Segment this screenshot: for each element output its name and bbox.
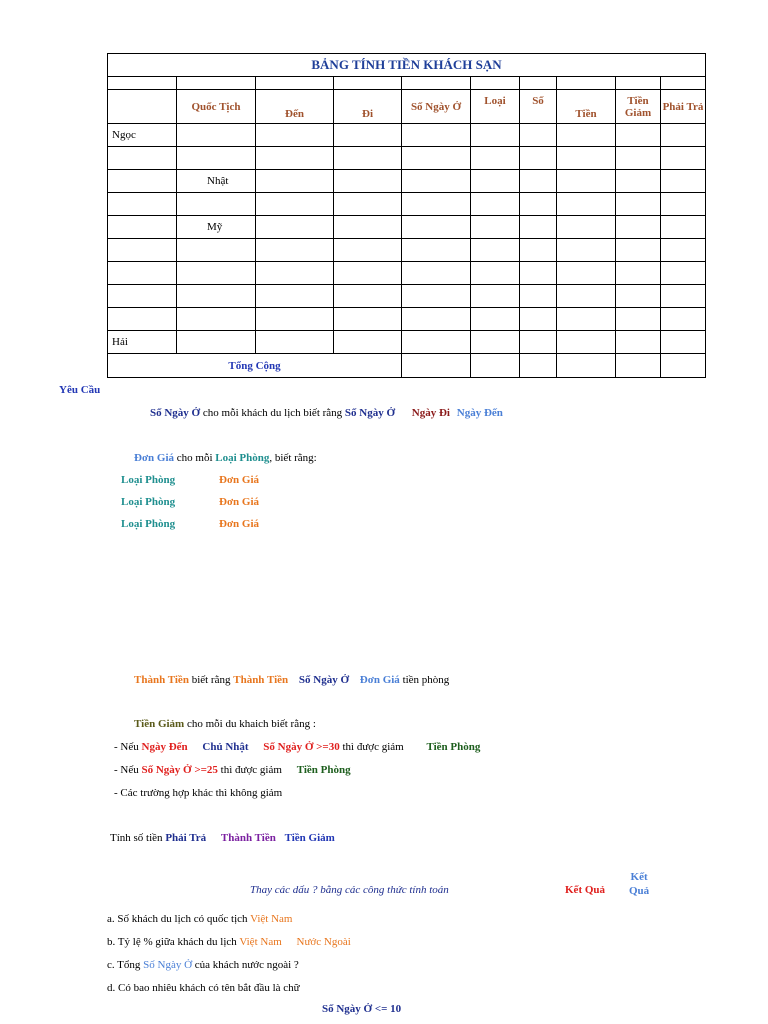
cell xyxy=(471,239,520,262)
price-value: Đơn Giá xyxy=(219,474,260,486)
cell xyxy=(471,193,520,216)
cell xyxy=(661,147,706,170)
cell xyxy=(334,239,402,262)
cell-nationality: Nhật xyxy=(177,170,256,193)
cell xyxy=(520,170,557,193)
cell xyxy=(520,239,557,262)
question-e-condition: Số Ngày Ở <= 10 xyxy=(322,1003,402,1015)
instruction-note: Thay các dấu ? bằng các công thức tính toán xyxy=(250,884,449,896)
cell xyxy=(661,262,706,285)
question-a: a. Số khách du lịch có quốc tịch Việt Nam xyxy=(107,913,293,925)
cell-name xyxy=(108,216,177,239)
table-row xyxy=(108,193,706,216)
table-row xyxy=(108,262,706,285)
table-row xyxy=(108,147,706,170)
cell xyxy=(256,216,334,239)
cell xyxy=(520,216,557,239)
cell xyxy=(402,216,471,239)
cell-nationality xyxy=(177,147,256,170)
cell xyxy=(557,216,616,239)
cell xyxy=(557,308,616,331)
cell xyxy=(256,147,334,170)
col-header-days: Số Ngày Ở xyxy=(402,90,471,124)
cell-nationality xyxy=(177,308,256,331)
total-label: Tổng Cộng xyxy=(108,354,402,378)
question-c: c. Tổng Số Ngày Ở của khách nước ngoài ? xyxy=(107,959,299,971)
hotel-billing-table xyxy=(107,53,706,378)
cell xyxy=(520,147,557,170)
cell xyxy=(402,124,471,147)
cell xyxy=(402,147,471,170)
cell xyxy=(256,170,334,193)
cell xyxy=(471,147,520,170)
cell xyxy=(402,262,471,285)
cell xyxy=(616,216,661,239)
cell xyxy=(661,216,706,239)
cell xyxy=(616,124,661,147)
question-d: d. Có bao nhiêu khách có tên bắt đầu là chữ xyxy=(107,982,300,994)
cell xyxy=(661,124,706,147)
cell xyxy=(616,193,661,216)
col-header-departure: Đi xyxy=(334,90,402,124)
cell xyxy=(661,193,706,216)
cell xyxy=(557,147,616,170)
total-row xyxy=(108,354,706,378)
cell xyxy=(661,331,706,354)
table-row xyxy=(108,331,706,354)
cell xyxy=(616,262,661,285)
col-header-arrival: Đến xyxy=(256,90,334,124)
cell-nationality xyxy=(177,239,256,262)
table-row xyxy=(108,170,706,193)
cell xyxy=(520,262,557,285)
table-row xyxy=(108,285,706,308)
question-b: b. Tỷ lệ % giữa khách du lịch Việt Nam Nước Ngoài xyxy=(107,936,351,948)
cell xyxy=(520,308,557,331)
cell xyxy=(557,285,616,308)
cell-name xyxy=(108,239,177,262)
cell xyxy=(661,308,706,331)
header-row xyxy=(108,90,706,124)
requirements-heading: Yêu Cầu xyxy=(59,384,101,396)
requirement-discount: Tiền Giảm cho mỗi du khaich biết rằng : xyxy=(134,718,316,730)
cell xyxy=(402,193,471,216)
price-value: Đơn Giá xyxy=(219,518,260,530)
cell xyxy=(402,239,471,262)
result-label-2: Kết Quả xyxy=(629,871,650,897)
cell xyxy=(334,216,402,239)
cell xyxy=(471,170,520,193)
cell xyxy=(471,308,520,331)
cell xyxy=(256,308,334,331)
cell xyxy=(334,170,402,193)
cell xyxy=(520,331,557,354)
cell xyxy=(661,239,706,262)
cell-nationality xyxy=(177,331,256,354)
cell-name xyxy=(108,262,177,285)
col-header-discount: Tiền Giảm xyxy=(616,90,661,124)
cell xyxy=(557,262,616,285)
cell xyxy=(256,331,334,354)
condition-2: - Nếu Số Ngày Ở >=25 thì được giảm Tiền Phòng xyxy=(114,764,351,776)
cell xyxy=(402,308,471,331)
cell xyxy=(256,239,334,262)
cell xyxy=(557,239,616,262)
result-label: Kết Quả xyxy=(565,884,606,896)
table-row xyxy=(108,124,706,147)
cell xyxy=(616,285,661,308)
col-header-payable: Phải Trả xyxy=(661,90,706,124)
cell xyxy=(616,147,661,170)
col-header-amount: Tiền xyxy=(557,90,616,124)
cell xyxy=(256,285,334,308)
requirement-payable: Tính số tiền Phải Trả Thành Tiền Tiền Giảm xyxy=(110,832,335,844)
requirement-days: Số Ngày Ở cho mỗi khách du lịch biết rằng Số Ngày Ở Ngày Đi Ngày Đến xyxy=(150,407,503,419)
cell xyxy=(557,124,616,147)
cell xyxy=(557,193,616,216)
cell xyxy=(661,285,706,308)
cell-nationality: Mỹ xyxy=(177,216,256,239)
cell-name: Hải xyxy=(108,331,177,354)
cell xyxy=(471,216,520,239)
price-room-type: Loại Phòng xyxy=(121,496,176,508)
cell-nationality xyxy=(177,285,256,308)
cell xyxy=(661,170,706,193)
cell xyxy=(402,170,471,193)
cell xyxy=(334,308,402,331)
cell-name xyxy=(108,285,177,308)
cell xyxy=(334,262,402,285)
cell xyxy=(616,331,661,354)
cell xyxy=(557,170,616,193)
col-header-type: Loại xyxy=(471,90,520,124)
price-room-type: Loại Phòng xyxy=(121,474,176,486)
cell xyxy=(520,285,557,308)
cell-name xyxy=(108,170,177,193)
cell xyxy=(471,331,520,354)
cell xyxy=(471,285,520,308)
table-row xyxy=(108,239,706,262)
cell-name xyxy=(108,193,177,216)
price-value: Đơn Giá xyxy=(219,496,260,508)
cell xyxy=(256,262,334,285)
cell-nationality xyxy=(177,262,256,285)
col-header xyxy=(108,90,177,124)
cell xyxy=(616,239,661,262)
condition-3: - Các trường hợp khác thì không giảm xyxy=(114,787,283,799)
cell xyxy=(334,331,402,354)
cell-nationality xyxy=(177,193,256,216)
cell xyxy=(402,285,471,308)
cell-name xyxy=(108,147,177,170)
cell xyxy=(334,285,402,308)
condition-1: - Nếu Ngày Đến Chủ Nhật Số Ngày Ở >=30 thì được giảm Tiền Phòng xyxy=(114,741,481,753)
cell xyxy=(471,124,520,147)
cell xyxy=(471,262,520,285)
cell xyxy=(334,193,402,216)
cell xyxy=(402,331,471,354)
cell-name xyxy=(108,308,177,331)
table-row xyxy=(108,216,706,239)
col-header-number: Số xyxy=(520,90,557,124)
requirement-amount: Thành Tiền biết rằng Thành Tiền Số Ngày Ở Đơn Giá tiền phòng xyxy=(134,674,450,686)
cell-nationality xyxy=(177,124,256,147)
cell xyxy=(616,170,661,193)
cell xyxy=(616,308,661,331)
cell xyxy=(557,331,616,354)
col-header-nationality: Quốc Tịch xyxy=(177,90,256,124)
cell xyxy=(256,124,334,147)
price-room-type: Loại Phòng xyxy=(121,518,176,530)
cell xyxy=(520,124,557,147)
requirement-unit-price: Đơn Giá cho mỗi Loại Phòng, biết rằng: xyxy=(134,452,317,464)
cell xyxy=(520,193,557,216)
cell-name: Ngọc xyxy=(108,124,177,147)
cell xyxy=(334,147,402,170)
cell xyxy=(334,124,402,147)
table-row xyxy=(108,308,706,331)
table-title: BẢNG TÍNH TIỀN KHÁCH SẠN xyxy=(108,54,706,77)
cell xyxy=(256,193,334,216)
